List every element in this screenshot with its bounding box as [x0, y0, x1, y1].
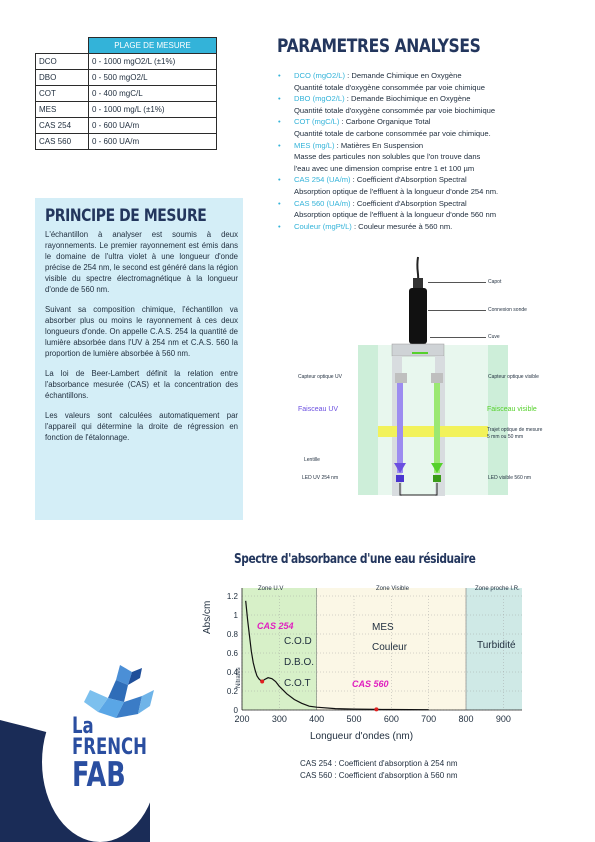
zone-label-cod: C.O.D — [284, 636, 312, 647]
label-faisceau-visible: Faisceau visible — [487, 406, 537, 413]
table-cell-param: MES — [36, 102, 89, 118]
sensor-visible-shape — [431, 373, 443, 383]
parameter-desc: Absorption optique de l'effluent à la longueur d'onde 254 nm. — [294, 186, 499, 196]
measure-band — [378, 426, 488, 437]
table-row — [36, 70, 217, 86]
zone-label-cot: C.O.T — [284, 678, 311, 689]
graph-title: Spectre d'absorbance d'une eau résiduaire — [234, 552, 476, 567]
principe-paragraph: Les valeurs sont calculées automatiquement par l'appareil qui détermine la droite de régression en fonction de l'étalonnage. — [45, 411, 238, 442]
y-tick-label: 0 — [233, 706, 238, 715]
capot-shape — [413, 278, 423, 288]
label-capteur-visible: Capteur optique visible — [488, 374, 539, 380]
table-cell-range: 0 - 600 UA/m — [89, 134, 217, 150]
parameter-label: : Coefficient d'Absorption Spectral — [350, 198, 467, 208]
parameter-code: CAS 560 (UA/m) — [294, 198, 351, 208]
label-trajet: Trajet optique de mesure — [487, 427, 543, 433]
zone-label-dbo: D.B.O. — [284, 657, 315, 668]
caption-cas254: CAS 254 : Coefficient d'absorption à 254 nm — [300, 759, 458, 768]
x-tick-label: 300 — [271, 714, 287, 724]
parameter-code: COT (mgC/L) — [294, 117, 340, 127]
cas-marker — [260, 680, 264, 684]
y-tick-label: 0.8 — [226, 630, 238, 639]
label-faisceau-uv: Faisceau UV — [298, 406, 339, 413]
logo-line-1: La — [72, 714, 94, 739]
measure-range-table — [35, 37, 217, 150]
parameter-item-cas254 — [278, 174, 578, 197]
parameter-desc: Quantité totale d'oxygène consommée par voie chimique — [294, 82, 485, 92]
label-connexion: Connexion sonde — [488, 307, 527, 313]
parameter-item-couleur — [278, 221, 578, 233]
cas560-label: CAS 560 — [352, 679, 389, 689]
label-lentille: Lentille — [304, 457, 320, 463]
label-capot: Capot — [488, 279, 502, 285]
probe-head — [392, 344, 444, 356]
y-tick-label: 0.4 — [226, 668, 238, 677]
leader-line — [428, 310, 486, 311]
zone-label-nitrates: Nitrates — [236, 667, 242, 688]
parameter-desc: Absorption optique de l'effluent à la longueur d'onde 560 nm — [294, 210, 497, 220]
zone-uv-label: Zone U.V — [258, 586, 284, 592]
logo-line-3: FAB — [72, 755, 126, 795]
parameter-code: CAS 254 (UA/m) — [294, 175, 351, 185]
x-tick-label: 200 — [234, 714, 250, 724]
parameter-code: DBO (mgO2/L) — [294, 94, 345, 104]
parameter-label: : Demande Chimique en Oxygène — [345, 71, 462, 80]
zone-label-mes: MES — [372, 622, 394, 633]
label-cuve: Cuve — [488, 334, 500, 340]
sensor-uv-shape — [395, 373, 407, 383]
table-cell-range: 0 - 1000 mgO2/L (±1%) — [89, 54, 217, 70]
table-header-row — [36, 38, 217, 54]
parameter-desc: Masse des particules non solubles que l'on trouve dans — [294, 152, 481, 162]
label-led-visible: LED visible 560 nm — [488, 475, 532, 481]
zone-label-couleur: Couleur — [372, 642, 408, 653]
parameter-desc-2: l'eau avec une dimension comprise entre 1 et 100 µm — [294, 163, 475, 173]
principe-paragraph: La loi de Beer-Lambert définit la relation entre l'absorbance mesurée (CAS) et la concentration des échantillons. — [45, 369, 238, 400]
parameter-desc: Quantité totale de carbone consommée par voie chimique. — [294, 128, 491, 138]
zone-ir-label: Zone proche I.R. — [475, 586, 520, 592]
x-tick-label: 600 — [383, 714, 399, 724]
parameter-code: MES (mg/L) — [294, 140, 335, 150]
probe-connector — [409, 288, 427, 344]
parameter-code: Couleur (mgPt/L) — [294, 221, 352, 231]
parameter-label: : Carbone Organique Total — [339, 117, 431, 127]
label-trajet-2: 5 mm ou 50 mm — [487, 434, 524, 440]
cable — [417, 257, 418, 281]
table-cell-param: DBO — [36, 70, 89, 86]
parameter-label: : Couleur mesurée à 560 nm. — [351, 221, 453, 231]
parameter-label: : Coefficient d'Absorption Spectral — [350, 175, 467, 185]
parameter-label: : Demande Biochimique en Oxygène — [344, 94, 471, 104]
table-cell-param: COT — [36, 86, 89, 102]
parameter-item-mes — [278, 140, 578, 175]
table-cell-range: 0 - 1000 mg/L (±1%) — [89, 102, 217, 118]
beam-uv — [397, 383, 403, 473]
table-row — [36, 134, 217, 150]
beam-visible — [434, 383, 440, 473]
table-row — [36, 118, 217, 134]
cas-marker — [374, 707, 378, 711]
table-row — [36, 54, 217, 70]
principe-paragraph: Suivant sa composition chimique, l'échantillon va absorber plus ou moins le rayonnement à ces deux longueurs d'onde. On appelle C.A.S. 254 la quantité de lumière absorbée dans l'UV à 254 nm et C.A.S. 560 la proportion de lumière absorbée à 560 nm. — [45, 305, 238, 358]
zone-label-turbidite: Turbidité — [477, 640, 516, 651]
y-tick-label: 0.2 — [226, 687, 238, 696]
table-row — [36, 86, 217, 102]
x-tick-label: 900 — [495, 714, 511, 724]
parameters-title: PARAMETRES ANALYSES — [277, 35, 481, 57]
graph-captions — [300, 758, 457, 782]
cas254-label: CAS 254 — [257, 621, 294, 631]
absorbance-chart-svg — [200, 574, 530, 754]
table-cell-range: 0 - 500 mgO2/L — [89, 70, 217, 86]
x-axis-label: Longueur d'ondes (nm) — [310, 731, 414, 742]
y-axis-label: Abs/cm — [202, 600, 213, 634]
zone-visible-label: Zone Visible — [376, 586, 409, 592]
leader-line — [428, 282, 486, 283]
zone-uv — [242, 588, 317, 710]
table-cell-range: 0 - 600 UA/m — [89, 118, 217, 134]
x-tick-label: 400 — [309, 714, 325, 724]
parameter-item-dco — [278, 70, 578, 93]
table-header-range: PLAGE DE MESURE — [89, 38, 217, 54]
logo-line-2: FRENCH — [72, 735, 147, 760]
x-tick-label: 700 — [421, 714, 437, 724]
label-led-uv: LED UV 254 nm — [302, 475, 339, 481]
table-cell-param: DCO — [36, 54, 89, 70]
table-cell-param: CAS 560 — [36, 134, 89, 150]
leader-line — [430, 337, 486, 338]
table-cell-range: 0 - 400 mgC/L — [89, 86, 217, 102]
x-tick-label: 500 — [346, 714, 362, 724]
led-uv-shape — [396, 475, 404, 482]
parameter-item-dbo — [278, 93, 578, 116]
principe-paragraph: L'échantillon à analyser est soumis à deux rayonnements. Le premier rayonnement est émis dans le domaine de l'ultra violet à une longueur d'onde précise de 254 nm, le second est généré dans la région visible du spectre électromagnétique à la longueur d'onde de 560 nm. — [45, 230, 238, 294]
parameter-item-cot — [278, 116, 578, 139]
x-tick-label: 800 — [458, 714, 474, 724]
sensor-diagram — [280, 245, 580, 515]
table-row — [36, 102, 217, 118]
absorbance-chart — [200, 574, 530, 754]
parameters-list — [278, 70, 578, 232]
parameter-item-cas560 — [278, 198, 578, 221]
y-tick-label: 0.6 — [226, 649, 238, 658]
table-header-blank — [36, 38, 89, 54]
y-tick-label: 1 — [233, 611, 238, 620]
parameter-label: : Matières En Suspension — [334, 140, 424, 150]
caption-cas560: CAS 560 : Coefficient d'absorption à 560 nm — [300, 771, 458, 780]
parameter-desc: Quantité totale d'oxygène consommée par voie biochimique — [294, 105, 496, 115]
label-capteur-uv: Capteur optique UV — [298, 374, 342, 380]
principe-text — [45, 229, 238, 452]
parameter-code: DCO (mgO2/L) — [294, 71, 346, 80]
led-visible-shape — [433, 475, 441, 482]
logo-text — [72, 714, 147, 795]
y-tick-label: 1.2 — [226, 592, 238, 601]
table-cell-param: CAS 254 — [36, 118, 89, 134]
principe-title: PRINCIPE DE MESURE — [45, 206, 207, 226]
principe-box — [35, 198, 243, 520]
